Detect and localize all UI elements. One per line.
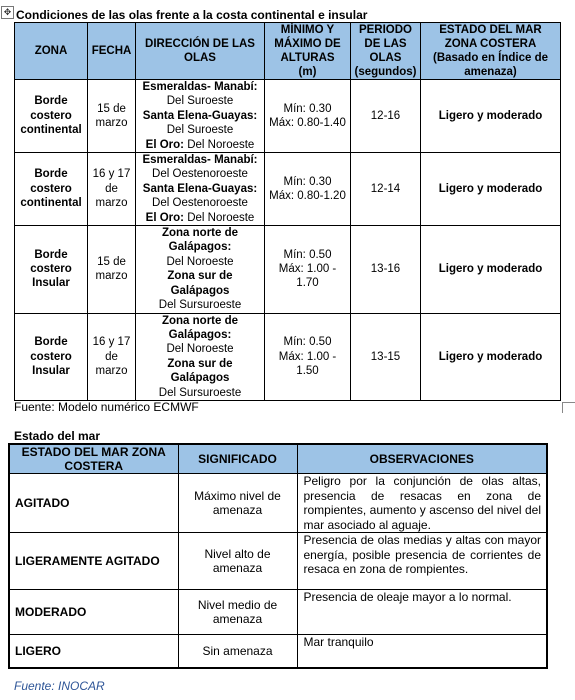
alturas-cell: Mín: 0.30 Máx: 0.80-1.40: [265, 80, 351, 153]
direccion-line: Zona sur de: [167, 357, 233, 370]
table1-row: [15, 80, 561, 153]
direccion-line: Del Noroeste: [166, 343, 234, 356]
significado-cell: Máximo nivel de amenaza: [178, 474, 297, 533]
direccion-line: Galápagos: [170, 284, 230, 297]
header-periodo: PERIODO DE LAS OLAS (segundos): [351, 23, 421, 80]
table2-row: [9, 474, 547, 533]
direccion-cell: [136, 80, 265, 153]
estado-cell: Ligero y moderado: [421, 313, 561, 400]
table2-title: Estado del mar: [14, 429, 101, 443]
direccion-cell: [136, 226, 265, 313]
direccion-line: Del Sursuroeste: [158, 386, 242, 399]
zona-cell: Borde costero Insular: [15, 226, 88, 313]
table1-row: [15, 313, 561, 400]
table-resize-handle[interactable]: [562, 402, 575, 413]
direccion-line: El Oro: Del Noroeste: [145, 211, 255, 224]
significado-cell: Nivel alto de amenaza: [178, 533, 297, 590]
fecha-cell: 16 y 17 de marzo: [88, 153, 136, 226]
direccion-cell: [136, 313, 265, 400]
header-zona: ZONA: [15, 23, 88, 80]
table-move-handle-icon[interactable]: ✥: [1, 6, 14, 19]
header-estado-zona: ESTADO DEL MAR ZONA COSTERA: [9, 444, 178, 474]
direccion-line: Zona sur de: [167, 270, 233, 283]
observaciones-cell: Presencia de olas medias y altas con mayor energía, posible presencia de corrientes de resaca en zona de rompientes.: [297, 533, 547, 590]
alturas-cell: Mín: 0.30 Máx: 0.80-1.20: [265, 153, 351, 226]
table2-source: Fuente: INOCAR: [14, 679, 105, 693]
zona-cell: Borde costero continental: [15, 153, 88, 226]
table1-row: [15, 226, 561, 313]
direccion-line: Zona norte de: [161, 227, 239, 240]
table2-row: [9, 635, 547, 669]
observaciones-cell: Mar tranquilo: [297, 635, 547, 669]
direccion-line: Del Oestenoroeste: [152, 168, 248, 181]
periodo-cell: 13-16: [351, 226, 421, 313]
estado-label-cell: LIGERAMENTE AGITADO: [9, 533, 178, 590]
direccion-line: Del Noroeste: [166, 255, 234, 268]
table1-row: [15, 153, 561, 226]
header-fecha: FECHA: [88, 23, 136, 80]
observaciones-cell: Presencia de oleaje mayor a lo normal.: [297, 590, 547, 635]
header-significado: SIGNIFICADO: [178, 444, 297, 474]
table1-title: Condiciones de las olas frente a la costa continental e insular: [16, 8, 368, 22]
table1-source: Fuente: Modelo numérico ECMWF: [14, 400, 199, 414]
direccion-line: Del Suroeste: [166, 124, 234, 137]
header-direccion: DIRECCIÓN DE LAS OLAS: [136, 23, 265, 80]
sea-state-table: [8, 443, 548, 669]
alturas-cell: Mín: 0.50 Máx: 1.00 - 1.70: [265, 226, 351, 313]
estado-label-cell: MODERADO: [9, 590, 178, 635]
direccion-cell: [136, 153, 265, 226]
zona-cell: Borde costero continental: [15, 80, 88, 153]
direccion-line: Esmeraldas- Manabí:: [142, 81, 258, 93]
direccion-line: Del Sursuroeste: [158, 299, 242, 312]
wave-conditions-table: [14, 22, 561, 401]
direccion-line: Galápagos: [170, 372, 230, 385]
direccion-line: Esmeraldas- Manabí:: [142, 154, 258, 167]
fecha-cell: 15 de marzo: [88, 80, 136, 153]
direccion-line: Santa Elena-Guayas:: [142, 182, 258, 195]
significado-cell: Sin amenaza: [178, 635, 297, 669]
direccion-line: Del Suroeste: [166, 95, 234, 108]
direccion-line: Del Oestenoroeste: [152, 197, 248, 210]
alturas-cell: Mín: 0.50 Máx: 1.00 - 1.50: [265, 313, 351, 400]
periodo-cell: 13-15: [351, 313, 421, 400]
fecha-cell: 15 de marzo: [88, 226, 136, 313]
significado-cell: Nivel medio de amenaza: [178, 590, 297, 635]
table2-row: [9, 533, 547, 590]
table2-row: [9, 590, 547, 635]
observaciones-cell: Peligro por la conjunción de olas altas, presencia de resacas en zona de rompientes, aumento y ascenso del nivel del mar asociado al aguaje.: [297, 474, 547, 533]
direccion-line: Galápagos:: [168, 328, 232, 341]
table2-header-row: [9, 444, 547, 474]
estado-label-cell: LIGERO: [9, 635, 178, 669]
periodo-cell: 12-16: [351, 80, 421, 153]
estado-cell: Ligero y moderado: [421, 153, 561, 226]
header-observaciones: OBSERVACIONES: [297, 444, 547, 474]
zona-cell: Borde costero Insular: [15, 313, 88, 400]
header-alturas: MÍNIMO Y MÁXIMO DE ALTURAS (m): [265, 23, 351, 80]
direccion-line: Galápagos:: [168, 241, 232, 254]
estado-cell: Ligero y moderado: [421, 226, 561, 313]
estado-label-cell: AGITADO: [9, 474, 178, 533]
direccion-line: El Oro: Del Noroeste: [145, 138, 255, 151]
periodo-cell: 12-14: [351, 153, 421, 226]
table1-header-row: [15, 23, 561, 80]
estado-cell: Ligero y moderado: [421, 80, 561, 153]
direccion-line: Zona norte de: [161, 314, 239, 327]
direccion-line: Santa Elena-Guayas:: [142, 109, 258, 122]
fecha-cell: 16 y 17 de marzo: [88, 313, 136, 400]
header-estado: ESTADO DEL MAR ZONA COSTERA (Basado en Índice de amenaza): [421, 23, 561, 80]
